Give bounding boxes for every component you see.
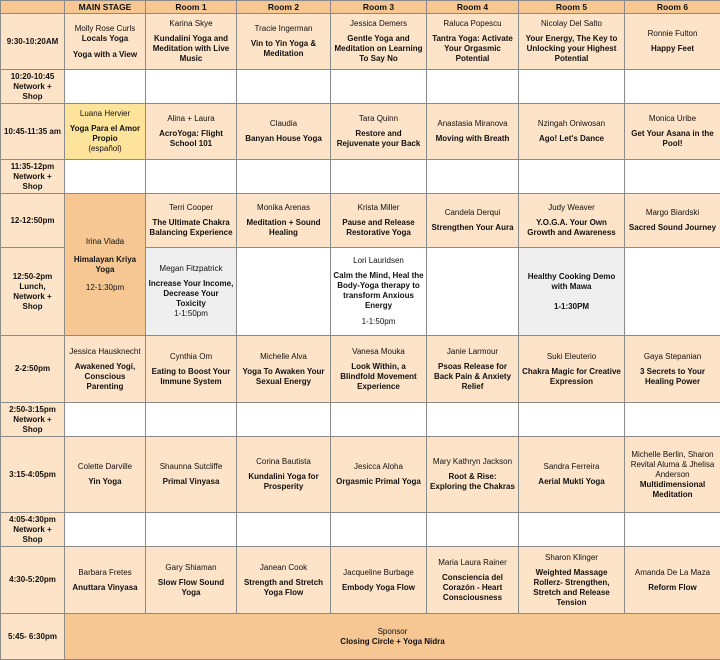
session-title: The Ultimate Chakra Balancing Experience [149, 218, 233, 237]
empty-cell [625, 403, 720, 437]
session-title: AcroYoga: Flight School 101 [159, 129, 223, 148]
speaker-name: Anastasia Miranova [437, 119, 508, 128]
session-title: Pause and Release Restorative Yoga [342, 218, 415, 237]
session-title: Increase Your Income, Decrease Your Toxicity [148, 279, 234, 308]
empty-cell [331, 403, 427, 437]
empty-cell [427, 160, 519, 194]
session-title: Yoga To Awaken Your Sexual Energy [242, 366, 325, 386]
speaker-name: Jessica Demers [350, 19, 407, 28]
session-title: Get Your Asana in the Pool! [631, 129, 714, 148]
session-cell [65, 14, 146, 70]
session-cell [519, 104, 625, 160]
session-cell [427, 547, 519, 614]
empty-cell [146, 513, 237, 547]
session-title: Strengthen Your Aura [431, 223, 514, 232]
speaker-name: Jessica Hausknecht [69, 346, 141, 356]
session-cell [331, 336, 427, 403]
session-title: Happy Feet [650, 44, 695, 53]
break-row [1, 160, 720, 194]
session-title: Tantra Yoga: Activate Your Orgasmic Potential [432, 34, 513, 63]
speaker-name: Nicolay Del Salto [541, 19, 602, 28]
speaker-name: Molly Rose Curls [74, 23, 136, 33]
session-title: Your Energy, The Key to Unlocking your Highest Potential [525, 34, 618, 63]
speaker-name: Margo Biardski [645, 208, 700, 217]
closing-row [1, 614, 720, 660]
speaker-name: Jacqueline Burbage [343, 567, 414, 577]
session-title: Kundalini Yoga and Meditation with Live Music [152, 34, 230, 63]
session-cell [427, 336, 519, 403]
break-row [1, 403, 720, 437]
session-cell [146, 248, 237, 336]
empty-cell [65, 160, 146, 194]
speaker-name: Suki Eleuterio [546, 351, 597, 361]
session-title: Banyan House Yoga [245, 134, 322, 143]
speaker-name: Mary Kathryn Jackson [432, 457, 513, 466]
session-cell [519, 248, 625, 336]
session-cell [519, 14, 625, 70]
session-title: Root & Rise: Exploring the Chakras [430, 472, 515, 491]
session-title: Weighted Massage Rollerz- Strengthen, Stretch and Release Tension [533, 567, 610, 607]
speaker-name: Alina + Laura [167, 114, 215, 123]
time-cell: 2:50-3:15pm Network + Shop [1, 403, 65, 437]
break-row [1, 513, 720, 547]
empty-cell [237, 513, 331, 547]
session-cell [237, 194, 331, 248]
speaker-name: Candela Derqui [444, 208, 501, 217]
time-cell: 11:35-12pm Network + Shop [1, 160, 65, 194]
time-cell: 10:20-10:45 Network + Shop [1, 70, 65, 104]
session-cell [625, 104, 720, 160]
session-title: Calm the Mind, Heal the Body-Yoga therapy to transform Anxious Energy [333, 271, 424, 310]
session-cell [65, 104, 146, 160]
session-title: Reform Flow [648, 582, 697, 592]
time-cell: 4:30-5:20pm [1, 547, 65, 614]
empty-cell [146, 403, 237, 437]
empty-cell [331, 513, 427, 547]
time-cell: 5:45- 6:30pm [1, 614, 65, 660]
session-title: Closing Circle + Yoga Nidra [340, 636, 445, 646]
session-cell [625, 547, 720, 614]
speaker-name: Tara Quinn [358, 114, 399, 123]
session-title: Moving with Breath [435, 134, 510, 143]
session-time: 1-1:50pm [361, 317, 396, 326]
session-title: Y.O.G.A. Your Own Growth and Awareness [527, 218, 616, 237]
empty-cell [519, 70, 625, 104]
session-title: Slow Flow Sound Yoga [157, 577, 225, 597]
session-cell [625, 336, 720, 403]
speaker-name: Luana Hervier [79, 109, 131, 118]
speaker-name: Cynthia Om [169, 351, 213, 361]
empty-cell [237, 70, 331, 104]
empty-cell [146, 160, 237, 194]
session-title: Strength and Stretch Yoga Flow [243, 577, 324, 597]
speaker-name: Monica Uribe [648, 114, 697, 123]
time-cell: 3:15-4:05pm [1, 437, 65, 513]
speaker-name: Gaya Stepanian [643, 351, 702, 361]
empty-cell [65, 70, 146, 104]
closing-session-cell [65, 614, 720, 660]
empty-cell [237, 248, 331, 336]
session-cell [519, 194, 625, 248]
speaker-name: Maria Laura Rainer [438, 557, 507, 567]
session-title: Psoas Release for Back Pain & Anxiety Relief [433, 361, 512, 391]
empty-cell [427, 248, 519, 336]
session-title: Orgasmic Primal Yoga [336, 477, 421, 486]
empty-cell [427, 403, 519, 437]
session-title: Consciencia del Corazón - Heart Consciousness [442, 572, 503, 602]
speaker-name: Jesicca Aloha [354, 462, 403, 471]
time-cell: 10:45-11:35 am [1, 104, 65, 160]
speaker-name: Gary Shiaman [165, 562, 217, 572]
session-cell [237, 14, 331, 70]
header-room-3: Room 3 [331, 1, 427, 14]
session-cell [65, 437, 146, 513]
header-row [1, 1, 720, 14]
session-title: Kundalini Yoga for Prosperity [248, 472, 319, 491]
speaker-name: Janie Larmour [446, 346, 499, 356]
session-cell [519, 547, 625, 614]
speaker-name: Barbara Fretes [78, 567, 132, 577]
session-cell [427, 104, 519, 160]
speaker-name: Karina Skye [169, 19, 213, 28]
header-room-6: Room 6 [625, 1, 720, 14]
empty-cell [331, 160, 427, 194]
speaker-name: Ronnie Fulton [647, 29, 698, 38]
session-cell [331, 104, 427, 160]
speaker-name: Megan Fitzpatrick [159, 264, 223, 273]
session-title: Primal Vinyasa [162, 477, 220, 486]
empty-cell [427, 513, 519, 547]
session-cell [146, 547, 237, 614]
time-cell: 4:05-4:30pm Network + Shop [1, 513, 65, 547]
session-cell [519, 437, 625, 513]
session-cell [237, 437, 331, 513]
empty-cell [625, 160, 720, 194]
session-note: (español) [88, 144, 122, 153]
session-cell [427, 194, 519, 248]
empty-cell [625, 248, 720, 336]
session-cell [146, 104, 237, 160]
empty-cell [519, 513, 625, 547]
speaker-name: Michelle Berlin, Sharon Revital Aluma & Jhelisa Anderson [630, 449, 715, 479]
speaker-name: Monika Arenas [257, 203, 310, 212]
session-title: 3 Secrets to Your Healing Power [639, 366, 706, 386]
session-cell [331, 437, 427, 513]
empty-cell [237, 403, 331, 437]
header-main-stage: MAIN STAGE [65, 1, 146, 14]
speaker-name: Shaunna Sutcliffe [159, 462, 223, 471]
speaker-name: Krista Miller [357, 203, 400, 212]
session-cell [146, 194, 237, 248]
speaker-name: Colette Darville [77, 462, 133, 471]
speaker-name: Judy Weaver [548, 203, 595, 212]
header-room-1: Room 1 [146, 1, 237, 14]
session-time: 12-1:30pm [85, 282, 125, 292]
speaker-name: Lori Lauridsen [353, 256, 404, 265]
session-title: Himalayan Kriya Yoga [73, 254, 137, 274]
time-cell: 9:30-10:20AM [1, 14, 65, 70]
session-title: Aerial Mukti Yoga [538, 477, 605, 486]
session-title: Chakra Magic for Creative Expression [522, 366, 621, 386]
speaker-name: Amanda De La Maza [634, 567, 711, 577]
speaker-name: Raluca Popescu [443, 19, 502, 28]
session-title: Embody Yoga Flow [341, 582, 416, 592]
session-cell [237, 547, 331, 614]
slot-row [1, 14, 720, 70]
session-cell [65, 194, 146, 336]
session-cell [146, 336, 237, 403]
empty-cell [625, 513, 720, 547]
empty-cell [65, 403, 146, 437]
time-cell: 12:50-2pm Lunch, Network + Shop [1, 248, 65, 336]
empty-cell [65, 513, 146, 547]
header-room-4: Room 4 [427, 1, 519, 14]
speaker-name: Sandra Ferreira [543, 462, 600, 471]
speaker-name: Corina Bautista [256, 457, 311, 466]
slot-row [1, 336, 720, 403]
empty-cell [519, 403, 625, 437]
session-cell [331, 14, 427, 70]
session-cell [625, 194, 720, 248]
session-cell [331, 194, 427, 248]
session-title: Ago! Let's Dance [538, 134, 605, 143]
session-title: Anuttara Vinyasa [72, 582, 138, 592]
speaker-name: Claudia [269, 119, 298, 128]
empty-cell [331, 70, 427, 104]
session-cell [237, 336, 331, 403]
session-title: Yin Yoga [88, 477, 122, 486]
header-room-2: Room 2 [237, 1, 331, 14]
session-title: Awakened Yogi, Conscious Parenting [74, 361, 136, 391]
header-corner [1, 1, 65, 14]
break-row [1, 70, 720, 104]
session-cell [331, 547, 427, 614]
session-cell [427, 14, 519, 70]
session-title: Eating to Boost Your Immune System [151, 366, 231, 386]
speaker-name: Nzingah Oniwosan [537, 119, 606, 128]
session-title: Sacred Sound Journey [628, 223, 717, 232]
session-title: Meditation + Sound Healing [246, 218, 321, 237]
session-title: Locals Yoga [81, 33, 129, 43]
session-title: Vin to Yin Yoga & Meditation [250, 39, 317, 58]
time-cell: 2-2:50pm [1, 336, 65, 403]
speaker-name: Janean Cook [259, 562, 308, 572]
session-time: 1-1:50pm [174, 309, 208, 318]
session-title: Multidimensional Meditation [639, 479, 706, 499]
header-room-5: Room 5 [519, 1, 625, 14]
session-subtitle: Yoga with a View [72, 49, 138, 59]
session-time: 1-1:30PM [553, 301, 590, 311]
session-cell [519, 336, 625, 403]
sponsor-label: Sponsor [377, 626, 408, 636]
time-cell: 12-12:50pm [1, 194, 65, 248]
session-cell [146, 14, 237, 70]
session-cell [625, 437, 720, 513]
speaker-name: Sharon Klinger [545, 552, 598, 562]
empty-cell [519, 160, 625, 194]
session-title: Yoga Para el Amor Propio [69, 124, 141, 143]
speaker-name: Irina Vlada [85, 236, 125, 246]
session-title: Look Within, a Blindfold Movement Experience [340, 361, 417, 391]
slot-row [1, 547, 720, 614]
empty-cell [146, 70, 237, 104]
session-title: Restore and Rejuvenate your Back [336, 129, 421, 148]
session-cell [146, 437, 237, 513]
session-cell [65, 547, 146, 614]
session-cell [65, 336, 146, 403]
session-cell [237, 104, 331, 160]
slot-row [1, 437, 720, 513]
session-title: Healthy Cooking Demo with Mawa [527, 271, 616, 291]
empty-cell [237, 160, 331, 194]
speaker-name: Michelle Alva [260, 351, 307, 361]
speaker-name: Vanesa Mouka [352, 346, 405, 356]
slot-row [1, 104, 720, 160]
empty-cell [625, 70, 720, 104]
session-cell [625, 14, 720, 70]
session-cell [427, 437, 519, 513]
session-cell [331, 248, 427, 336]
speaker-name: Terri Cooper [168, 203, 213, 212]
slot-row [1, 194, 720, 248]
speaker-name: Tracie Ingerman [254, 24, 313, 33]
empty-cell [427, 70, 519, 104]
session-title: Gentle Yoga and Meditation on Learning To Say No [334, 34, 423, 63]
